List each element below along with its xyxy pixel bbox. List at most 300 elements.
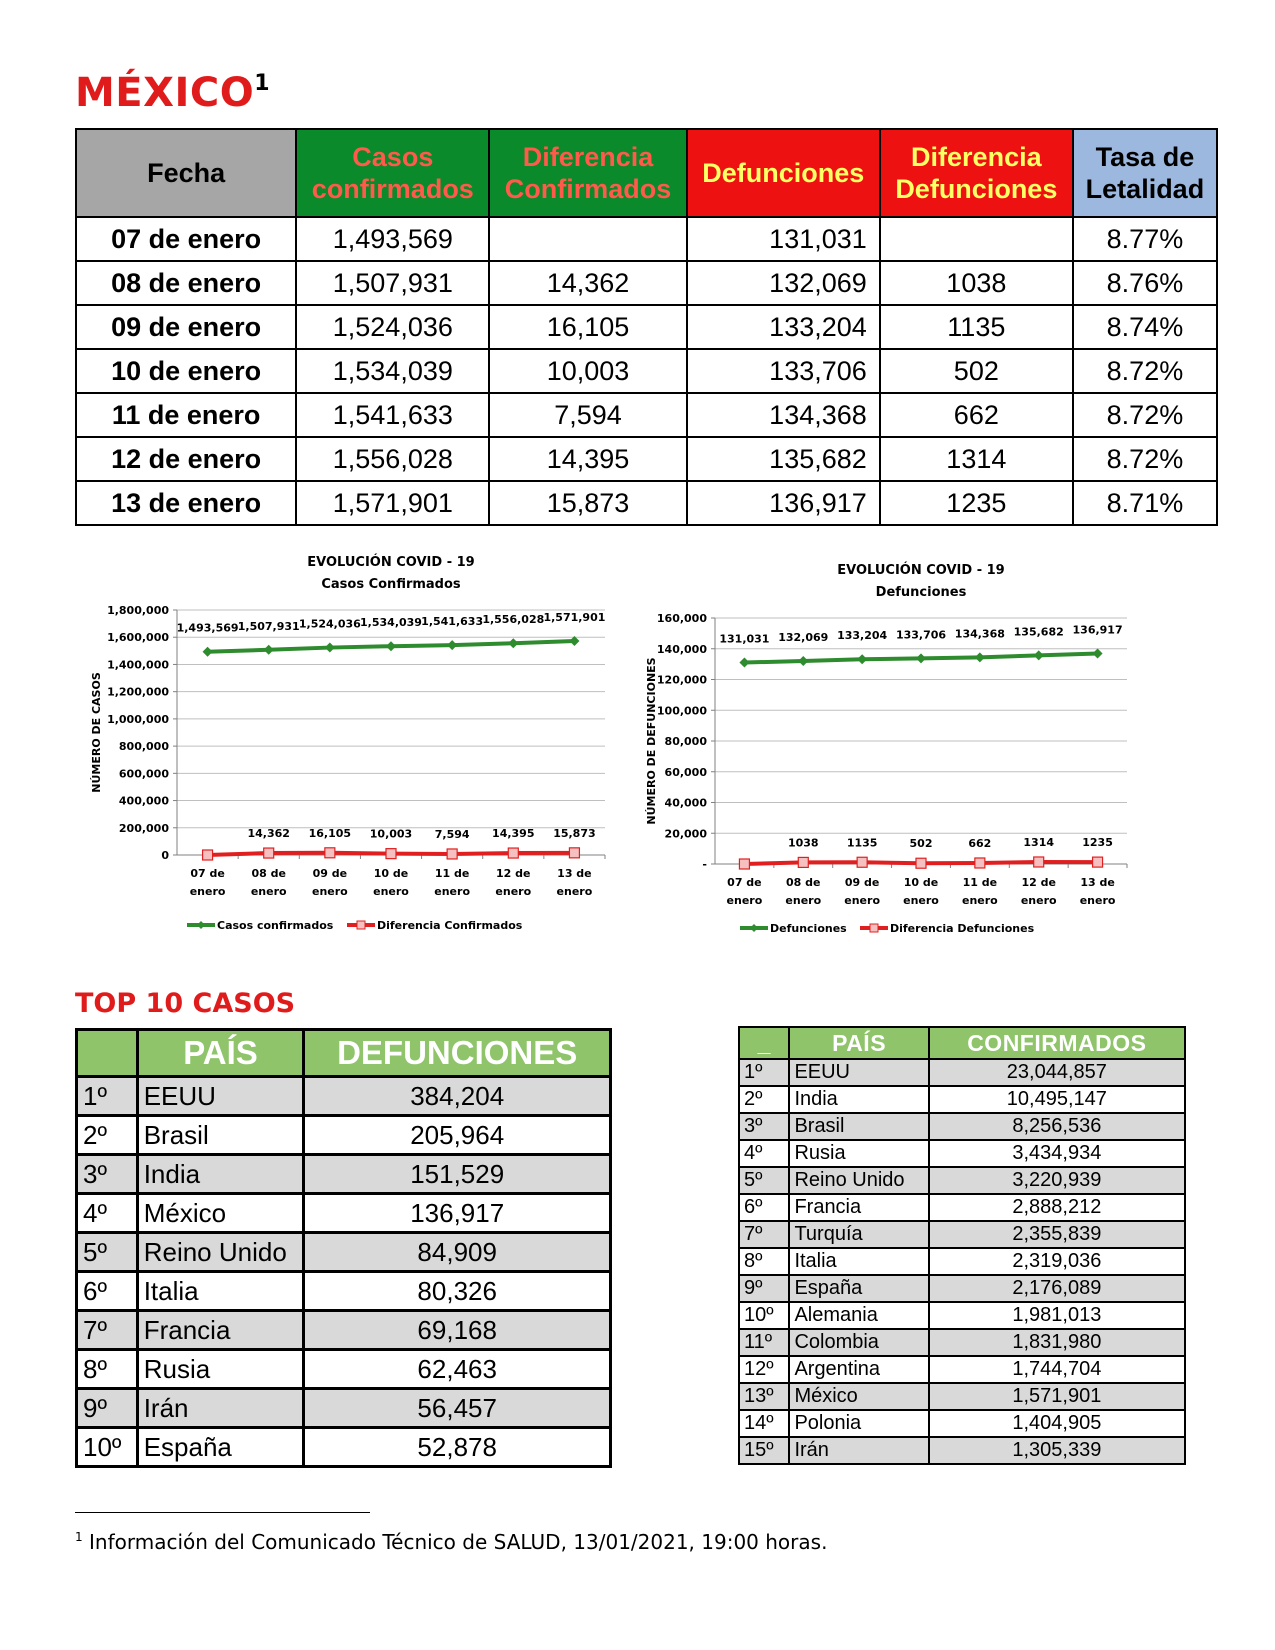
- chart-point: [386, 849, 396, 859]
- mexico-table-row: [76, 393, 1217, 437]
- chart-point: [447, 640, 457, 650]
- conf-table-row-cell: 14º: [739, 1410, 789, 1437]
- mexico-table-row: [76, 217, 1217, 261]
- chart-ytick-label: 40,000: [664, 796, 707, 810]
- chart-ytick-label: 1,800,000: [107, 604, 169, 617]
- mexico-table: [75, 128, 1218, 526]
- chart-xtick-line: enero: [844, 894, 881, 907]
- deaths-table-row-cell: Reino Unido: [137, 1233, 304, 1272]
- chart-subtitle: Defunciones: [875, 585, 967, 600]
- chart-data-label: 662: [968, 836, 992, 850]
- chart-xtick-line: enero: [961, 894, 998, 907]
- chart-data-label: 7,594: [434, 827, 470, 841]
- chart-legend-label: Diferencia Confirmados: [377, 919, 523, 932]
- deaths-table-row-cell: 205,964: [304, 1116, 611, 1155]
- deaths-header-rank: [77, 1030, 138, 1077]
- chart-ytick-label: 1,400,000: [107, 658, 169, 672]
- chart-legend-label: Defunciones: [770, 922, 847, 935]
- chart-xtick-line: 11 de: [962, 876, 998, 889]
- chart-title: EVOLUCIÓN COVID - 19: [837, 563, 1005, 578]
- chart-xtick-line: enero: [495, 885, 532, 898]
- deaths-table-row: [77, 1272, 611, 1311]
- chart-legend-label: Diferencia Defunciones: [890, 922, 1035, 935]
- chart-xtick-line: enero: [250, 885, 287, 898]
- conf-table-row-cell: 23,044,857: [929, 1059, 1185, 1086]
- deaths-table-row-cell: 151,529: [304, 1155, 611, 1194]
- mexico-table-row-cell: 8.76%: [1073, 261, 1217, 305]
- mexico-table-row-cell: 08 de enero: [76, 261, 296, 305]
- chart-xtick-label: [251, 867, 287, 898]
- conf-table-row: [739, 1059, 1185, 1086]
- conf-table-row-cell: 1,981,013: [929, 1302, 1185, 1329]
- chart-point: [508, 848, 518, 858]
- mexico-table-row-cell: 07 de enero: [76, 217, 296, 261]
- chart-xtick-line: enero: [785, 894, 822, 907]
- conf-table-row-cell: Francia: [789, 1194, 928, 1221]
- chart-point: [975, 652, 985, 662]
- conf-table-row-cell: 4º: [739, 1140, 789, 1167]
- deaths-table-row-cell: 69,168: [304, 1311, 611, 1350]
- chart-xtick-line: enero: [726, 894, 763, 907]
- deaths-table-row-cell: 62,463: [304, 1350, 611, 1389]
- top15-confirmed-table: [738, 1026, 1186, 1465]
- mexico-table-row-cell: 131,031: [687, 217, 880, 261]
- chart-point: [857, 857, 867, 867]
- mexico-table-row-cell: 16,105: [489, 305, 686, 349]
- mexico-table-header-row: [76, 129, 1217, 217]
- mexico-table-row: [76, 261, 1217, 305]
- chart-ytick-label: 200,000: [118, 821, 169, 835]
- conf-header-rank: _: [739, 1027, 789, 1059]
- mexico-table-row-cell: 1314: [880, 437, 1073, 481]
- chart-ytick-label: 160,000: [656, 612, 707, 625]
- chart-ytick-label: 20,000: [664, 827, 707, 841]
- chart-xtick-label: [373, 867, 409, 898]
- chart-ytick-label: 80,000: [664, 735, 707, 748]
- deaths-table-row-cell: Brasil: [137, 1116, 304, 1155]
- conf-table-header-row: [739, 1027, 1185, 1059]
- chart-data-label: 131,031: [719, 632, 770, 646]
- deaths-table-row: [77, 1155, 611, 1194]
- conf-table-row-cell: 7º: [739, 1221, 789, 1248]
- chart-xtick-label: [312, 867, 348, 898]
- chart-point: [386, 641, 396, 651]
- conf-table-row-cell: 8,256,536: [929, 1113, 1185, 1140]
- chart-point: [857, 654, 867, 664]
- conf-table-row: [739, 1113, 1185, 1140]
- conf-table-row-cell: 1º: [739, 1059, 789, 1086]
- footnote: [75, 1530, 827, 1554]
- mexico-table-row-cell: 13 de enero: [76, 481, 296, 525]
- chart-data-label: 1038: [787, 836, 819, 850]
- chart-point: [916, 858, 926, 868]
- chart-xtick-line: 07 de: [727, 876, 762, 889]
- mexico-table-row-cell: 1,493,569: [296, 217, 489, 261]
- chart-point: [916, 653, 926, 663]
- conf-table-row-cell: 3º: [739, 1113, 789, 1140]
- deaths-table-row-cell: India: [137, 1155, 304, 1194]
- mexico-table-row-cell: 1135: [880, 305, 1073, 349]
- conf-table-row-cell: 12º: [739, 1356, 789, 1383]
- chart-data-label: 133,204: [837, 629, 888, 643]
- conf-table-row-cell: 10,495,147: [929, 1086, 1185, 1113]
- deaths-table-row: [77, 1233, 611, 1272]
- chart-ytick-label: 1,200,000: [107, 685, 169, 699]
- deaths-table-row-cell: 2º: [77, 1116, 138, 1155]
- mexico-table-row-cell: 134,368: [687, 393, 880, 437]
- chart-casos-confirmados: [75, 548, 635, 968]
- conf-table-row-cell: Brasil: [789, 1113, 928, 1140]
- chart-xtick-line: 11 de: [434, 867, 470, 880]
- chart-ytick-label: 100,000: [656, 704, 707, 718]
- mexico-table-row-cell: 662: [880, 393, 1073, 437]
- chart-point: [798, 656, 808, 666]
- chart-xtick-label: [903, 876, 939, 907]
- header-diferencia-defunciones: Diferencia Defunciones: [880, 129, 1073, 217]
- chart-xtick-line: 09 de: [312, 867, 348, 880]
- conf-table-row: [739, 1221, 1185, 1248]
- chart-xtick-line: 10 de: [373, 867, 409, 880]
- chart-xtick-label: [1080, 876, 1116, 907]
- conf-table-row-cell: 2,176,089: [929, 1275, 1185, 1302]
- deaths-table-row-cell: 6º: [77, 1272, 138, 1311]
- chart-defunciones: [645, 556, 1215, 976]
- mexico-table-row-cell: 1038: [880, 261, 1073, 305]
- mexico-table-row-cell: 8.72%: [1073, 349, 1217, 393]
- mexico-table-row-cell: 14,395: [489, 437, 686, 481]
- conf-table-row-cell: Polonia: [789, 1410, 928, 1437]
- mexico-table-row-cell: 15,873: [489, 481, 686, 525]
- header-defunciones: Defunciones: [687, 129, 880, 217]
- header-casos-confirmados: Casos confirmados: [296, 129, 489, 217]
- chart-xtick-line: 08 de: [251, 867, 286, 880]
- conf-table-row-cell: España: [789, 1275, 928, 1302]
- chart-xtick-label: [434, 867, 470, 898]
- chart-data-label: 10,003: [369, 827, 413, 841]
- chart-data-label: 14,362: [247, 827, 290, 841]
- chart-ytick-label: 60,000: [664, 765, 707, 779]
- deaths-table-row-cell: 384,204: [304, 1077, 611, 1116]
- mexico-table-row-cell: 502: [880, 349, 1073, 393]
- top10-title: TOP 10 CASOS: [75, 988, 296, 1019]
- chart-ytick-label: 600,000: [118, 767, 169, 781]
- chart-data-label: 1,534,039: [360, 616, 422, 630]
- deaths-table-row-cell: 80,326: [304, 1272, 611, 1311]
- conf-table-row-cell: 2,888,212: [929, 1194, 1185, 1221]
- chart-xtick-line: enero: [556, 885, 593, 898]
- mexico-table-row-cell: 1,524,036: [296, 305, 489, 349]
- mexico-table-row-cell: 8.72%: [1073, 437, 1217, 481]
- deaths-table-row-cell: 56,457: [304, 1389, 611, 1428]
- deaths-table-row: [77, 1389, 611, 1428]
- conf-table-row: [739, 1410, 1185, 1437]
- chart-ylabel: NÚMERO DE DEFUNCIONES: [645, 657, 658, 825]
- chart-ytick-label: -: [702, 858, 707, 871]
- conf-table-row-cell: EEUU: [789, 1059, 928, 1086]
- conf-table-row-cell: 1,744,704: [929, 1356, 1185, 1383]
- conf-table-row: [739, 1275, 1185, 1302]
- conf-table-row-cell: Alemania: [789, 1302, 928, 1329]
- deaths-table-row: [77, 1350, 611, 1389]
- chart-xtick-line: enero: [1079, 894, 1116, 907]
- chart-ytick-label: 1,000,000: [107, 712, 169, 726]
- chart-ytick-label: 120,000: [656, 673, 707, 687]
- conf-table-row-cell: 1,404,905: [929, 1410, 1185, 1437]
- mexico-table-row-cell: 10 de enero: [76, 349, 296, 393]
- conf-table-row: [739, 1383, 1185, 1410]
- conf-table-row: [739, 1329, 1185, 1356]
- conf-table-row-cell: 2,355,839: [929, 1221, 1185, 1248]
- chart-xtick-label: [557, 867, 593, 898]
- deaths-header-defunciones: DEFUNCIONES: [304, 1030, 611, 1077]
- deaths-table-row-cell: 4º: [77, 1194, 138, 1233]
- chart-xtick-label: [727, 876, 763, 907]
- deaths-table-row-cell: EEUU: [137, 1077, 304, 1116]
- conf-table-row-cell: 9º: [739, 1275, 789, 1302]
- deaths-table-row-cell: 8º: [77, 1350, 138, 1389]
- mexico-table-row-cell: 12 de enero: [76, 437, 296, 481]
- conf-table-row-cell: México: [789, 1383, 928, 1410]
- chart-data-label: 136,917: [1072, 623, 1123, 637]
- conf-table-row-cell: 1,831,980: [929, 1329, 1185, 1356]
- conf-table-row-cell: Italia: [789, 1248, 928, 1275]
- chart-ytick-label: 140,000: [656, 642, 707, 656]
- mexico-table-row-cell: 1235: [880, 481, 1073, 525]
- mexico-table-row: [76, 349, 1217, 393]
- chart-data-label: 1135: [846, 836, 878, 850]
- chart-casos-svg: [75, 548, 635, 968]
- chart-data-label: 14,395: [492, 827, 535, 841]
- deaths-table-row-cell: 7º: [77, 1311, 138, 1350]
- conf-table-row-cell: 3,434,934: [929, 1140, 1185, 1167]
- chart-data-label: 134,368: [954, 627, 1005, 641]
- mexico-table-row-cell: 133,204: [687, 305, 880, 349]
- deaths-table-row-cell: Rusia: [137, 1350, 304, 1389]
- chart-xtick-line: enero: [1020, 894, 1057, 907]
- chart-legend-marker: [197, 921, 205, 929]
- deaths-table-row: [77, 1428, 611, 1467]
- deaths-header-pais: PAÍS: [137, 1030, 304, 1077]
- top10-deaths-table: [75, 1028, 612, 1468]
- deaths-table-row-cell: 136,917: [304, 1194, 611, 1233]
- chart-point: [739, 859, 749, 869]
- page-title-text: MÉXICO: [75, 70, 255, 116]
- chart-subtitle: Casos Confirmados: [321, 577, 461, 592]
- chart-xtick-label: [1021, 876, 1057, 907]
- chart-point: [203, 850, 213, 860]
- chart-data-label: 15,873: [553, 826, 596, 840]
- deaths-table-row: [77, 1311, 611, 1350]
- mexico-table-row-cell: 1,507,931: [296, 261, 489, 305]
- header-tasa-letalidad: Tasa de Letalidad: [1073, 129, 1217, 217]
- chart-xtick-line: 09 de: [844, 876, 880, 889]
- chart-point: [264, 645, 274, 655]
- chart-xtick-line: enero: [189, 885, 226, 898]
- chart-data-label: 1,493,569: [176, 621, 239, 635]
- chart-ylabel: NÚMERO DE CASOS: [90, 672, 103, 793]
- conf-table-row: [739, 1194, 1185, 1221]
- chart-xtick-label: [495, 867, 531, 898]
- chart-ytick-label: 0: [161, 849, 169, 862]
- deaths-table-row-cell: 10º: [77, 1428, 138, 1467]
- conf-table-row-cell: 6º: [739, 1194, 789, 1221]
- conf-table-row-cell: 10º: [739, 1302, 789, 1329]
- mexico-table-row-cell: 1,541,633: [296, 393, 489, 437]
- mexico-table-row: [76, 481, 1217, 525]
- conf-header-confirmados: CONFIRMADOS: [929, 1027, 1185, 1059]
- chart-data-label: 133,706: [895, 628, 947, 642]
- chart-point: [739, 658, 749, 668]
- title-footnote-marker: 1: [254, 71, 271, 96]
- chart-point: [1034, 650, 1044, 660]
- conf-table-row-cell: Irán: [789, 1437, 928, 1464]
- chart-data-label: 502: [909, 837, 933, 851]
- chart-data-label: 16,105: [308, 826, 352, 840]
- conf-table-row: [739, 1356, 1185, 1383]
- deaths-table-row-cell: Irán: [137, 1389, 304, 1428]
- chart-defunciones-svg: [645, 556, 1215, 976]
- chart-legend-marker: [750, 924, 758, 932]
- chart-xtick-label: [785, 876, 821, 907]
- conf-table-row: [739, 1248, 1185, 1275]
- deaths-table-row: [77, 1077, 611, 1116]
- conf-table-row: [739, 1302, 1185, 1329]
- header-fecha: Fecha: [76, 129, 296, 217]
- chart-data-label: 132,069: [778, 630, 829, 644]
- chart-data-label: 1,524,036: [298, 617, 361, 631]
- deaths-table-header-row: [77, 1030, 611, 1077]
- chart-xtick-label: [190, 867, 226, 898]
- header-diferencia-confirmados: Diferencia Confirmados: [489, 129, 686, 217]
- conf-table-row-cell: Reino Unido: [789, 1167, 928, 1194]
- chart-xtick-line: 10 de: [903, 876, 939, 889]
- conf-table-row-cell: Rusia: [789, 1140, 928, 1167]
- conf-table-row-cell: India: [789, 1086, 928, 1113]
- chart-xtick-line: enero: [373, 885, 409, 898]
- chart-xtick-line: enero: [903, 894, 939, 907]
- mexico-table-row-cell: 1,556,028: [296, 437, 489, 481]
- conf-header-pais: PAÍS: [789, 1027, 928, 1059]
- mexico-table-row-cell: 10,003: [489, 349, 686, 393]
- chart-legend-marker: [357, 921, 365, 929]
- deaths-table-row-cell: 52,878: [304, 1428, 611, 1467]
- deaths-table-row-cell: Francia: [137, 1311, 304, 1350]
- chart-data-label: 1,541,633: [421, 615, 484, 629]
- chart-xtick-label: [962, 876, 998, 907]
- conf-table-row-cell: 15º: [739, 1437, 789, 1464]
- deaths-table-row-cell: Italia: [137, 1272, 304, 1311]
- chart-point: [1093, 857, 1103, 867]
- mexico-table-row-cell: 14,362: [489, 261, 686, 305]
- chart-data-label: 135,682: [1013, 625, 1064, 639]
- mexico-table-row-cell: 1,534,039: [296, 349, 489, 393]
- mexico-table-row-cell: 8.71%: [1073, 481, 1217, 525]
- deaths-table-row-cell: España: [137, 1428, 304, 1467]
- conf-table-row-cell: 1,305,339: [929, 1437, 1185, 1464]
- mexico-table-row-cell: 8.77%: [1073, 217, 1217, 261]
- deaths-table-row-cell: 84,909: [304, 1233, 611, 1272]
- chart-xtick-label: [844, 876, 880, 907]
- chart-xtick-line: enero: [311, 885, 348, 898]
- chart-point: [975, 858, 985, 868]
- chart-xtick-line: 13 de: [1080, 876, 1115, 889]
- mexico-table-row-cell: 8.72%: [1073, 393, 1217, 437]
- conf-table-row: [739, 1140, 1185, 1167]
- conf-table-row-cell: Argentina: [789, 1356, 928, 1383]
- chart-data-label: 1,556,028: [482, 613, 545, 627]
- deaths-table-row-cell: 5º: [77, 1233, 138, 1272]
- deaths-table-row-cell: 3º: [77, 1155, 138, 1194]
- conf-table-row-cell: 11º: [739, 1329, 789, 1356]
- chart-point: [325, 643, 335, 653]
- deaths-table-row-cell: 9º: [77, 1389, 138, 1428]
- mexico-table-row: [76, 305, 1217, 349]
- conf-table-row-cell: 2,319,036: [929, 1248, 1185, 1275]
- mexico-table-row-cell: 7,594: [489, 393, 686, 437]
- conf-table-row: [739, 1086, 1185, 1113]
- mexico-table-row-cell: [880, 217, 1073, 261]
- conf-table-row-cell: 5º: [739, 1167, 789, 1194]
- chart-data-label: 1,507,931: [237, 619, 300, 633]
- mexico-table-row-cell: 136,917: [687, 481, 880, 525]
- chart-point: [1034, 857, 1044, 867]
- mexico-table-row-cell: 133,706: [687, 349, 880, 393]
- deaths-table-row-cell: México: [137, 1194, 304, 1233]
- conf-table-row-cell: 3,220,939: [929, 1167, 1185, 1194]
- conf-table-row-cell: 8º: [739, 1248, 789, 1275]
- chart-data-label: 1314: [1023, 835, 1055, 849]
- chart-title: EVOLUCIÓN COVID - 19: [307, 555, 475, 570]
- mexico-table-row-cell: 8.74%: [1073, 305, 1217, 349]
- chart-xtick-line: 07 de: [190, 867, 225, 880]
- chart-xtick-line: 12 de: [1021, 876, 1056, 889]
- conf-table-row: [739, 1437, 1185, 1464]
- chart-xtick-line: 08 de: [786, 876, 821, 889]
- chart-xtick-line: 13 de: [557, 867, 592, 880]
- chart-legend-label: Casos confirmados: [217, 919, 334, 932]
- mexico-table-row-cell: 132,069: [687, 261, 880, 305]
- page-title: [75, 70, 270, 116]
- mexico-table-row-cell: 135,682: [687, 437, 880, 481]
- chart-point: [508, 638, 518, 648]
- chart-data-label: 1,571,901: [543, 611, 606, 625]
- mexico-table-row-cell: 1,571,901: [296, 481, 489, 525]
- deaths-table-row: [77, 1194, 611, 1233]
- footnote-text: Información del Comunicado Técnico de SALUD, 13/01/2021, 19:00 horas.: [89, 1530, 828, 1554]
- chart-point: [798, 857, 808, 867]
- mexico-table-row: [76, 437, 1217, 481]
- chart-xtick-line: enero: [434, 885, 471, 898]
- chart-point: [1093, 648, 1103, 658]
- chart-point: [264, 848, 274, 858]
- conf-table-row: [739, 1167, 1185, 1194]
- chart-ytick-label: 1,600,000: [107, 631, 169, 645]
- mexico-table-row-cell: [489, 217, 686, 261]
- chart-point: [447, 849, 457, 859]
- footnote-marker: 1: [75, 1530, 83, 1544]
- conf-table-row-cell: Turquía: [789, 1221, 928, 1248]
- chart-legend-marker: [870, 924, 878, 932]
- chart-point: [569, 848, 579, 858]
- footnote-separator: [75, 1512, 370, 1513]
- chart-xtick-line: 12 de: [496, 867, 531, 880]
- conf-table-row-cell: 2º: [739, 1086, 789, 1113]
- conf-table-row-cell: 1,571,901: [929, 1383, 1185, 1410]
- chart-point: [203, 647, 213, 657]
- chart-ytick-label: 400,000: [118, 794, 169, 808]
- deaths-table-row-cell: 1º: [77, 1077, 138, 1116]
- conf-table-row-cell: Colombia: [789, 1329, 928, 1356]
